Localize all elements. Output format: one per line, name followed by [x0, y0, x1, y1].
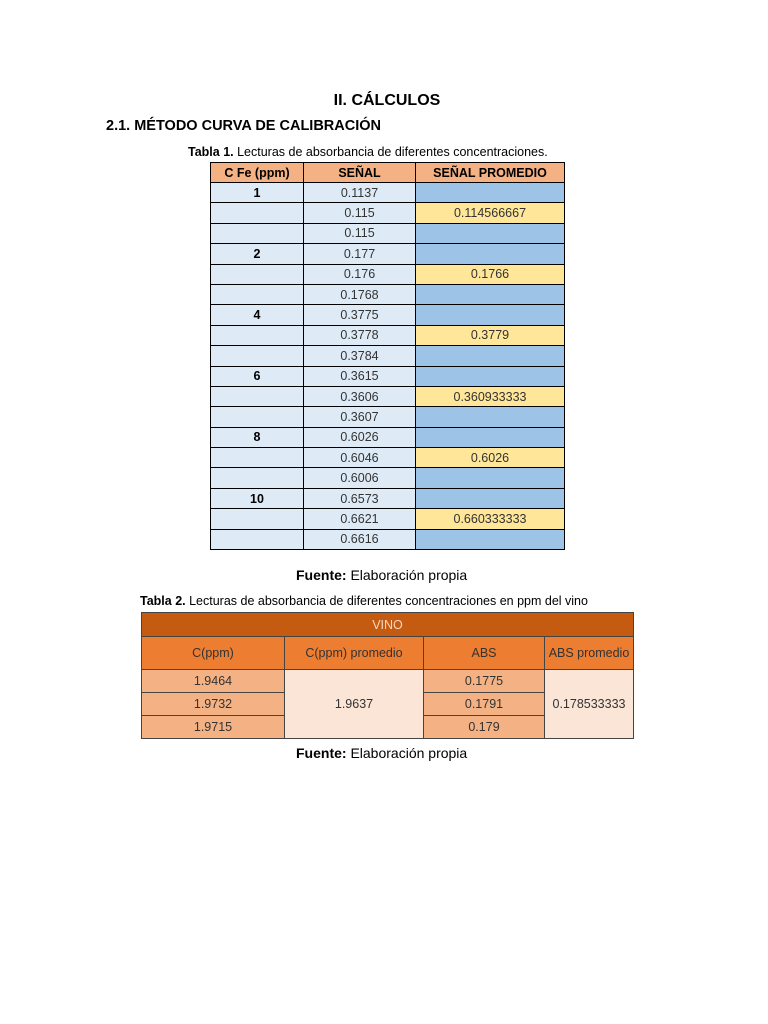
signal-cell: 0.3778: [304, 325, 416, 345]
table2-caption-text: Lecturas de absorbancia de diferentes concentraciones en ppm del vino: [185, 594, 588, 608]
calibration-table: [210, 162, 565, 550]
header-c-ppm: C(ppm): [142, 637, 285, 670]
signal-average-cell: [416, 366, 565, 386]
concentration-cell: [211, 468, 304, 488]
signal-cell: 0.3606: [304, 386, 416, 406]
signal-average-cell: [416, 284, 565, 304]
abs-cell: 0.1791: [424, 693, 545, 716]
signal-cell: 0.3615: [304, 366, 416, 386]
signal-cell: 0.177: [304, 244, 416, 264]
c-ppm-cell: 1.9732: [142, 693, 285, 716]
signal-cell: 0.6573: [304, 488, 416, 508]
table2-header-row: [142, 637, 634, 670]
signal-average-cell: [416, 223, 565, 243]
signal-cell: 0.6621: [304, 509, 416, 529]
table-row: [211, 529, 565, 549]
signal-average-cell: [416, 183, 565, 203]
table-row: [211, 488, 565, 508]
header-abs-average: ABS promedio: [545, 637, 634, 670]
table-row: [211, 366, 565, 386]
table-row: [211, 509, 565, 529]
header-signal: SEÑAL: [304, 163, 416, 183]
table2-source-label: Fuente:: [296, 745, 347, 761]
signal-cell: 0.1137: [304, 183, 416, 203]
c-ppm-cell: 1.9464: [142, 670, 285, 693]
table1-source-text: Elaboración propia: [346, 567, 468, 583]
vino-header: VINO: [142, 613, 634, 637]
table2-source-text: Elaboración propia: [346, 745, 468, 761]
signal-cell: 0.115: [304, 203, 416, 223]
table1-caption-label: Tabla 1.: [188, 145, 234, 159]
concentration-cell: [211, 284, 304, 304]
c-ppm-average-cell: 1.9637: [285, 670, 424, 739]
signal-cell: 0.3775: [304, 305, 416, 325]
concentration-cell: 8: [211, 427, 304, 447]
concentration-cell: [211, 529, 304, 549]
table-row: [211, 203, 565, 223]
signal-average-cell: [416, 427, 565, 447]
signal-average-cell: [416, 488, 565, 508]
signal-cell: 0.3607: [304, 407, 416, 427]
signal-cell: 0.6006: [304, 468, 416, 488]
table2-caption: [140, 594, 588, 608]
signal-average-cell: 0.114566667: [416, 203, 565, 223]
signal-average-cell: [416, 468, 565, 488]
table-row: [211, 346, 565, 366]
table1-source-label: Fuente:: [296, 567, 347, 583]
signal-cell: 0.1768: [304, 284, 416, 304]
table2-caption-label: Tabla 2.: [140, 594, 186, 608]
concentration-cell: 6: [211, 366, 304, 386]
table-row: [211, 427, 565, 447]
concentration-cell: 4: [211, 305, 304, 325]
c-ppm-cell: 1.9715: [142, 716, 285, 739]
table-row: [211, 305, 565, 325]
header-c-ppm-average: C(ppm) promedio: [285, 637, 424, 670]
concentration-cell: [211, 448, 304, 468]
table-row: [211, 264, 565, 284]
signal-cell: 0.6026: [304, 427, 416, 447]
table1-caption-text: Lecturas de absorbancia de diferentes concentraciones.: [233, 145, 548, 159]
signal-cell: 0.3784: [304, 346, 416, 366]
table-row: [211, 244, 565, 264]
concentration-cell: [211, 223, 304, 243]
abs-cell: 0.1775: [424, 670, 545, 693]
concentration-cell: 2: [211, 244, 304, 264]
table-row: [211, 448, 565, 468]
table-row: [211, 183, 565, 203]
concentration-cell: [211, 203, 304, 223]
signal-average-cell: 0.360933333: [416, 386, 565, 406]
concentration-cell: [211, 325, 304, 345]
table-row: [211, 223, 565, 243]
table1-header-row: [211, 163, 565, 183]
table1-source: [296, 567, 467, 583]
table-row: [211, 386, 565, 406]
concentration-cell: 1: [211, 183, 304, 203]
signal-average-cell: 0.1766: [416, 264, 565, 284]
table1-caption: [188, 145, 548, 159]
signal-average-cell: [416, 529, 565, 549]
concentration-cell: [211, 407, 304, 427]
signal-average-cell: 0.660333333: [416, 509, 565, 529]
signal-cell: 0.6046: [304, 448, 416, 468]
concentration-cell: [211, 346, 304, 366]
table-row: [211, 468, 565, 488]
table-row: [211, 284, 565, 304]
concentration-cell: [211, 509, 304, 529]
signal-cell: 0.115: [304, 223, 416, 243]
table-row: [211, 325, 565, 345]
table-row: [211, 407, 565, 427]
wine-table: [141, 612, 634, 739]
signal-cell: 0.6616: [304, 529, 416, 549]
concentration-cell: 10: [211, 488, 304, 508]
concentration-cell: [211, 264, 304, 284]
signal-average-cell: [416, 305, 565, 325]
table2-source: [296, 745, 467, 761]
subsection-title: 2.1. MÉTODO CURVA DE CALIBRACIÓN: [106, 118, 381, 134]
header-signal-average: SEÑAL PROMEDIO: [416, 163, 565, 183]
concentration-cell: [211, 386, 304, 406]
table2-group-row: [142, 613, 634, 637]
signal-average-cell: 0.6026: [416, 448, 565, 468]
signal-average-cell: [416, 346, 565, 366]
abs-cell: 0.179: [424, 716, 545, 739]
table-row: [142, 670, 634, 693]
signal-cell: 0.176: [304, 264, 416, 284]
section-title: II. CÁLCULOS: [333, 92, 441, 109]
signal-average-cell: 0.3779: [416, 325, 565, 345]
signal-average-cell: [416, 244, 565, 264]
signal-average-cell: [416, 407, 565, 427]
header-abs: ABS: [424, 637, 545, 670]
abs-average-cell: 0.178533333: [545, 670, 634, 739]
header-concentration: C Fe (ppm): [211, 163, 304, 183]
